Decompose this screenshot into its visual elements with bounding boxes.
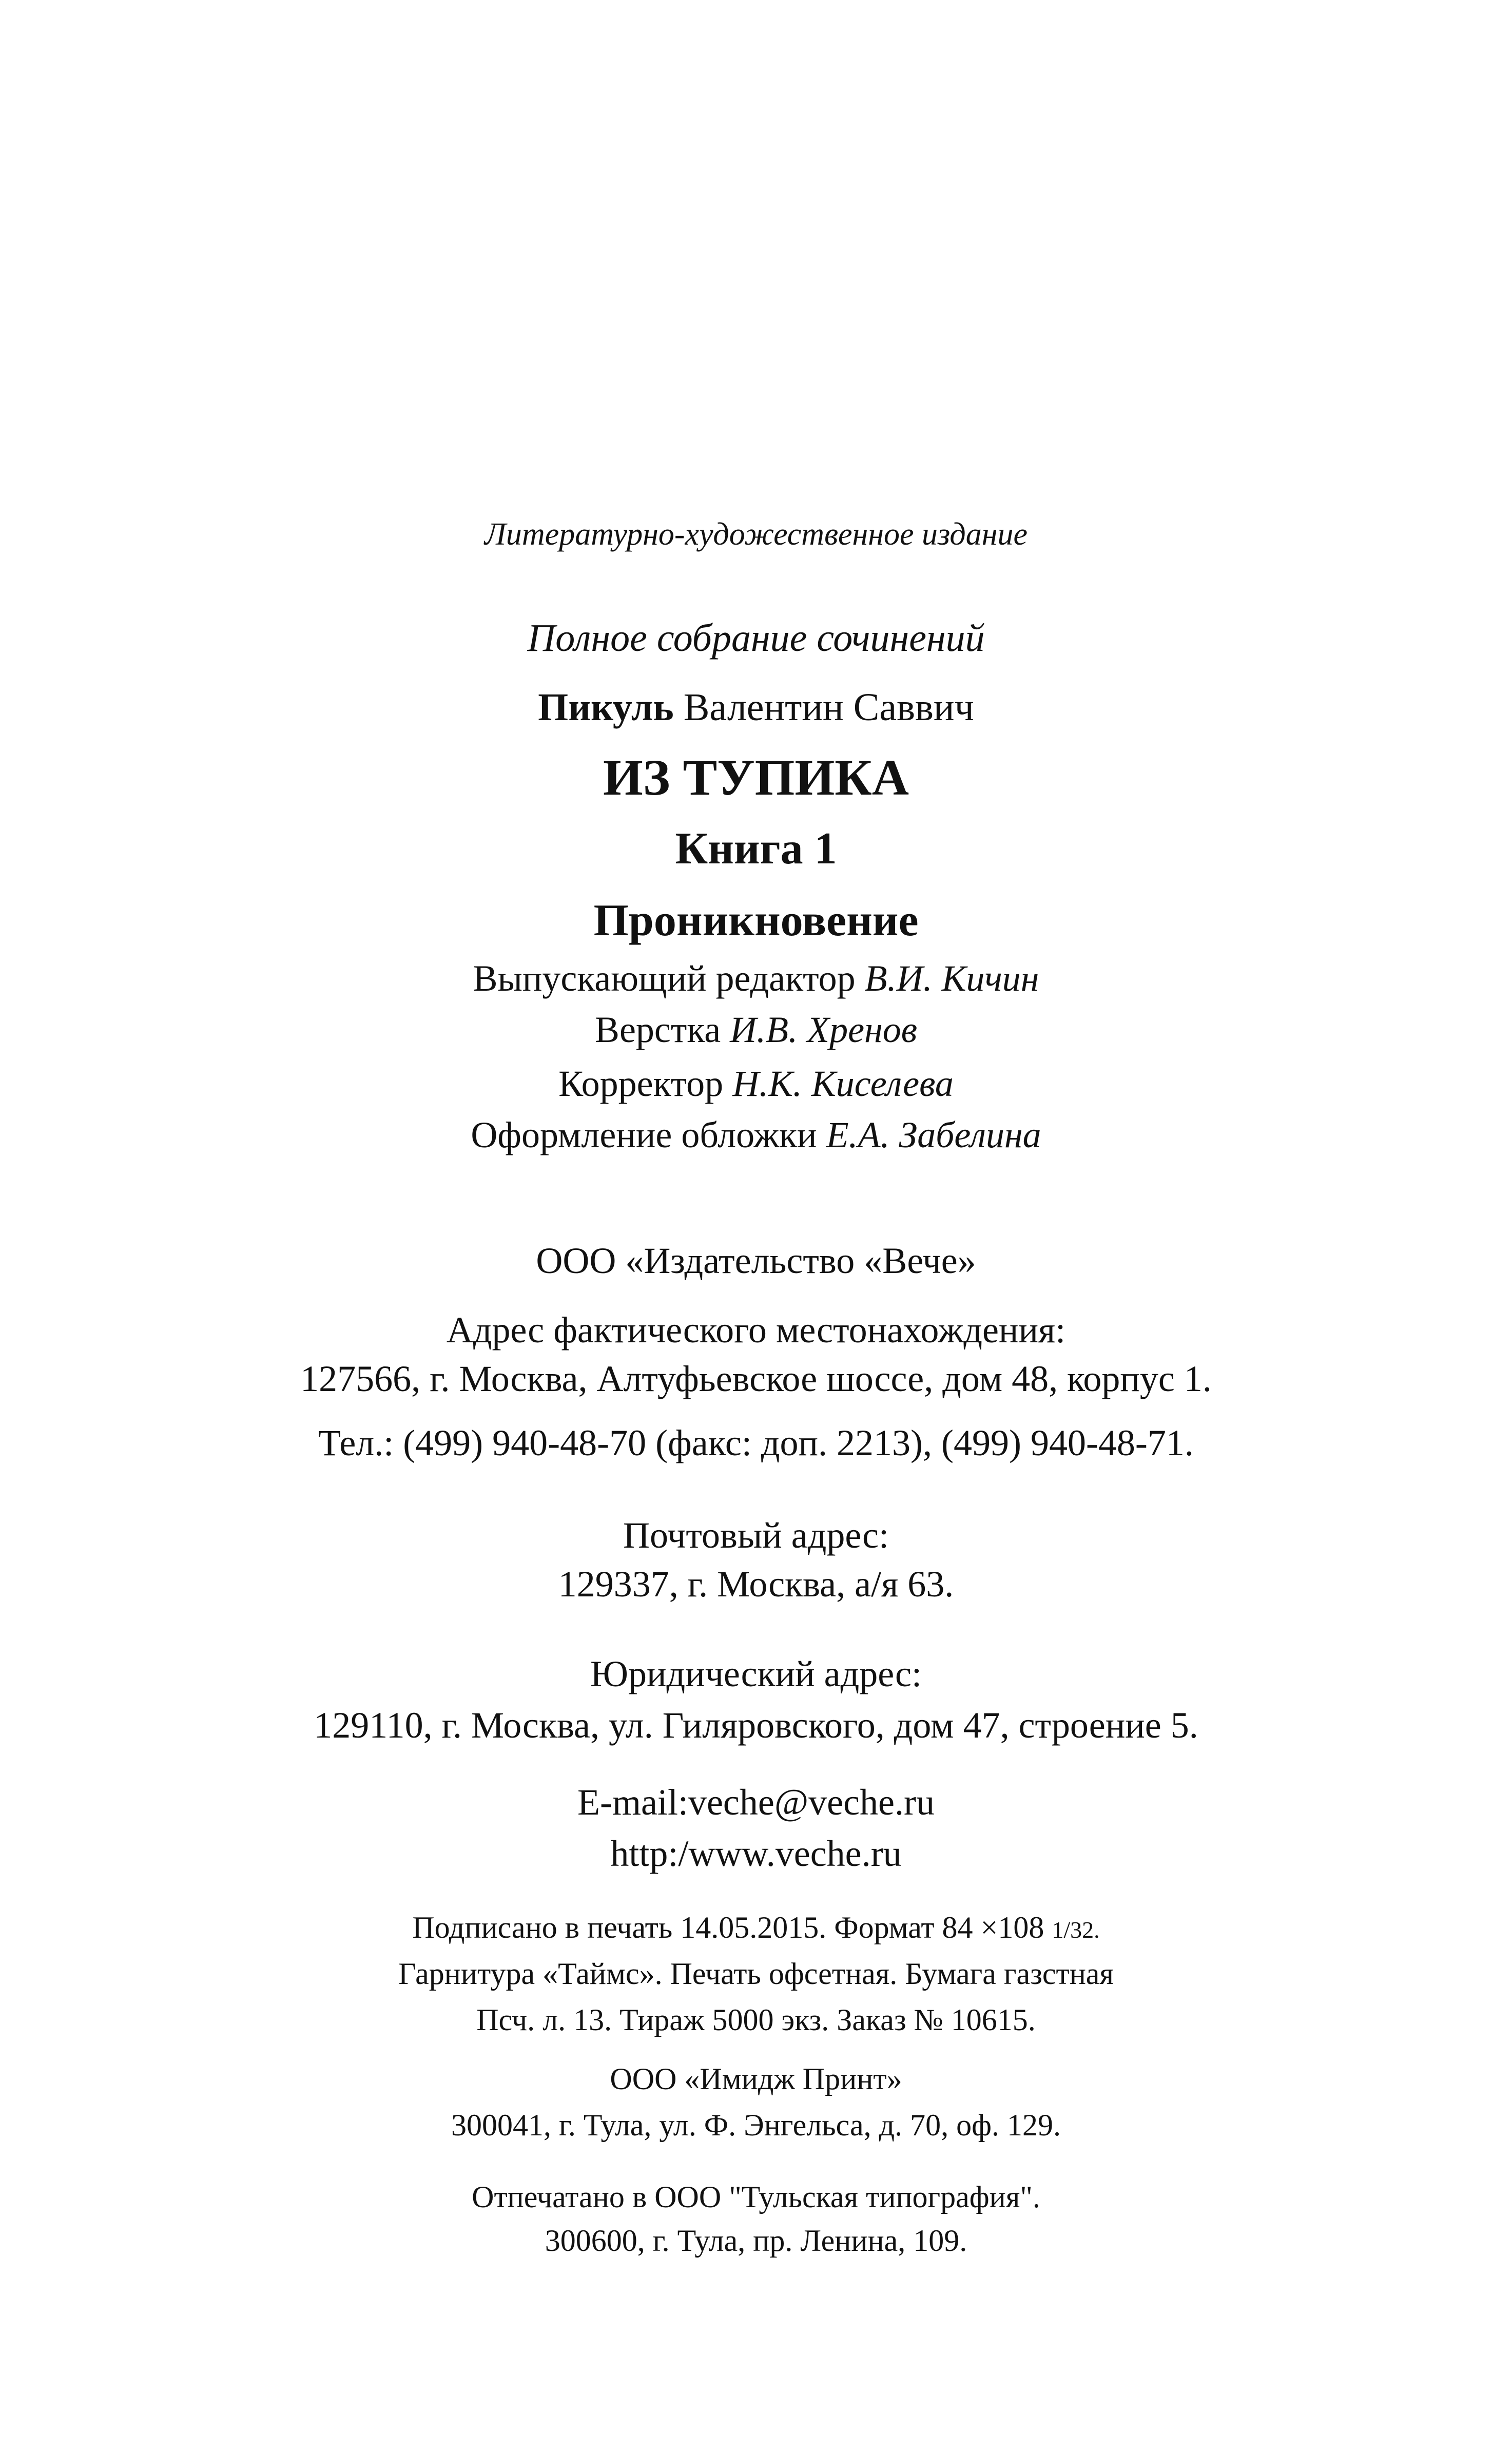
printer-address: 300041, г. Тула, ул. Ф. Энгельса, д. 70, оф. 129. xyxy=(451,2108,1061,2142)
publisher-phone: Тел.: (499) 940-48-70 (факс: доп. 2213), (499) 940-48-71. xyxy=(318,1422,1194,1463)
author-surname: Пикуль xyxy=(538,686,674,729)
author-name xyxy=(0,688,1512,727)
credit-person: В.И. Кичин xyxy=(864,958,1039,999)
print-signed-text: Подписано в печать 14.05.2015. Формат 84 ×108 xyxy=(412,1911,1052,1944)
postal-address-label: Почтовый адрес: xyxy=(623,1515,889,1556)
book-number: Книга 1 xyxy=(675,824,837,874)
credit-role: Оформление обложки xyxy=(471,1114,817,1155)
author-given-names: Валентин Саввич xyxy=(683,686,974,729)
book-subtitle: Проникновение xyxy=(593,896,919,946)
credit-proofreader xyxy=(0,1065,1512,1102)
format-fraction: 1/32. xyxy=(1052,1917,1100,1943)
credit-editor xyxy=(0,960,1512,997)
genre-label: Литературно-художественное издание xyxy=(484,517,1028,552)
credit-person: Е.А. Забелина xyxy=(826,1114,1041,1155)
actual-address-label: Адрес фактического местонахождения: xyxy=(446,1309,1066,1351)
credit-role: Выпускающий редактор xyxy=(473,958,856,999)
printer-name: ООО «Имидж Принт» xyxy=(610,2062,902,2096)
print-volume: Псч. л. 13. Тираж 5000 экз. Заказ № 10615. xyxy=(476,2003,1036,2037)
publisher-website: http:/www.veche.ru xyxy=(610,1833,902,1874)
credit-layout xyxy=(0,1011,1512,1048)
credit-role: Верстка xyxy=(594,1009,721,1050)
publisher-name: ООО «Издательство «Вече» xyxy=(536,1240,976,1281)
legal-address: 129110, г. Москва, ул. Гиляровского, дом 47, строение 5. xyxy=(314,1705,1198,1746)
credit-person: И.В. Хренов xyxy=(730,1009,918,1050)
publisher-email: E-mail:veche@veche.ru xyxy=(577,1782,935,1823)
print-typeface: Гарнитура «Таймс». Печать офсетная. Бумага газстная xyxy=(398,1957,1114,1991)
actual-address: 127566, г. Москва, Алтуфьевское шоссе, дом 48, корпус 1. xyxy=(300,1358,1212,1399)
credit-role: Корректор xyxy=(558,1063,724,1104)
typography-name: Отпечатано в ООО "Тульская типография". xyxy=(472,2180,1040,2214)
print-signed-format xyxy=(0,1912,1512,1943)
credit-person: Н.К. Киселева xyxy=(732,1063,954,1104)
credit-cover-design xyxy=(0,1116,1512,1153)
typography-address: 300600, г. Тула, пр. Ленина, 109. xyxy=(545,2224,967,2258)
series-title: Полное собрание сочинений xyxy=(527,616,985,660)
legal-address-label: Юридический адрес: xyxy=(590,1653,922,1694)
book-title: ИЗ ТУПИКА xyxy=(603,749,909,806)
postal-address: 129337, г. Москва, а/я 63. xyxy=(558,1564,954,1605)
